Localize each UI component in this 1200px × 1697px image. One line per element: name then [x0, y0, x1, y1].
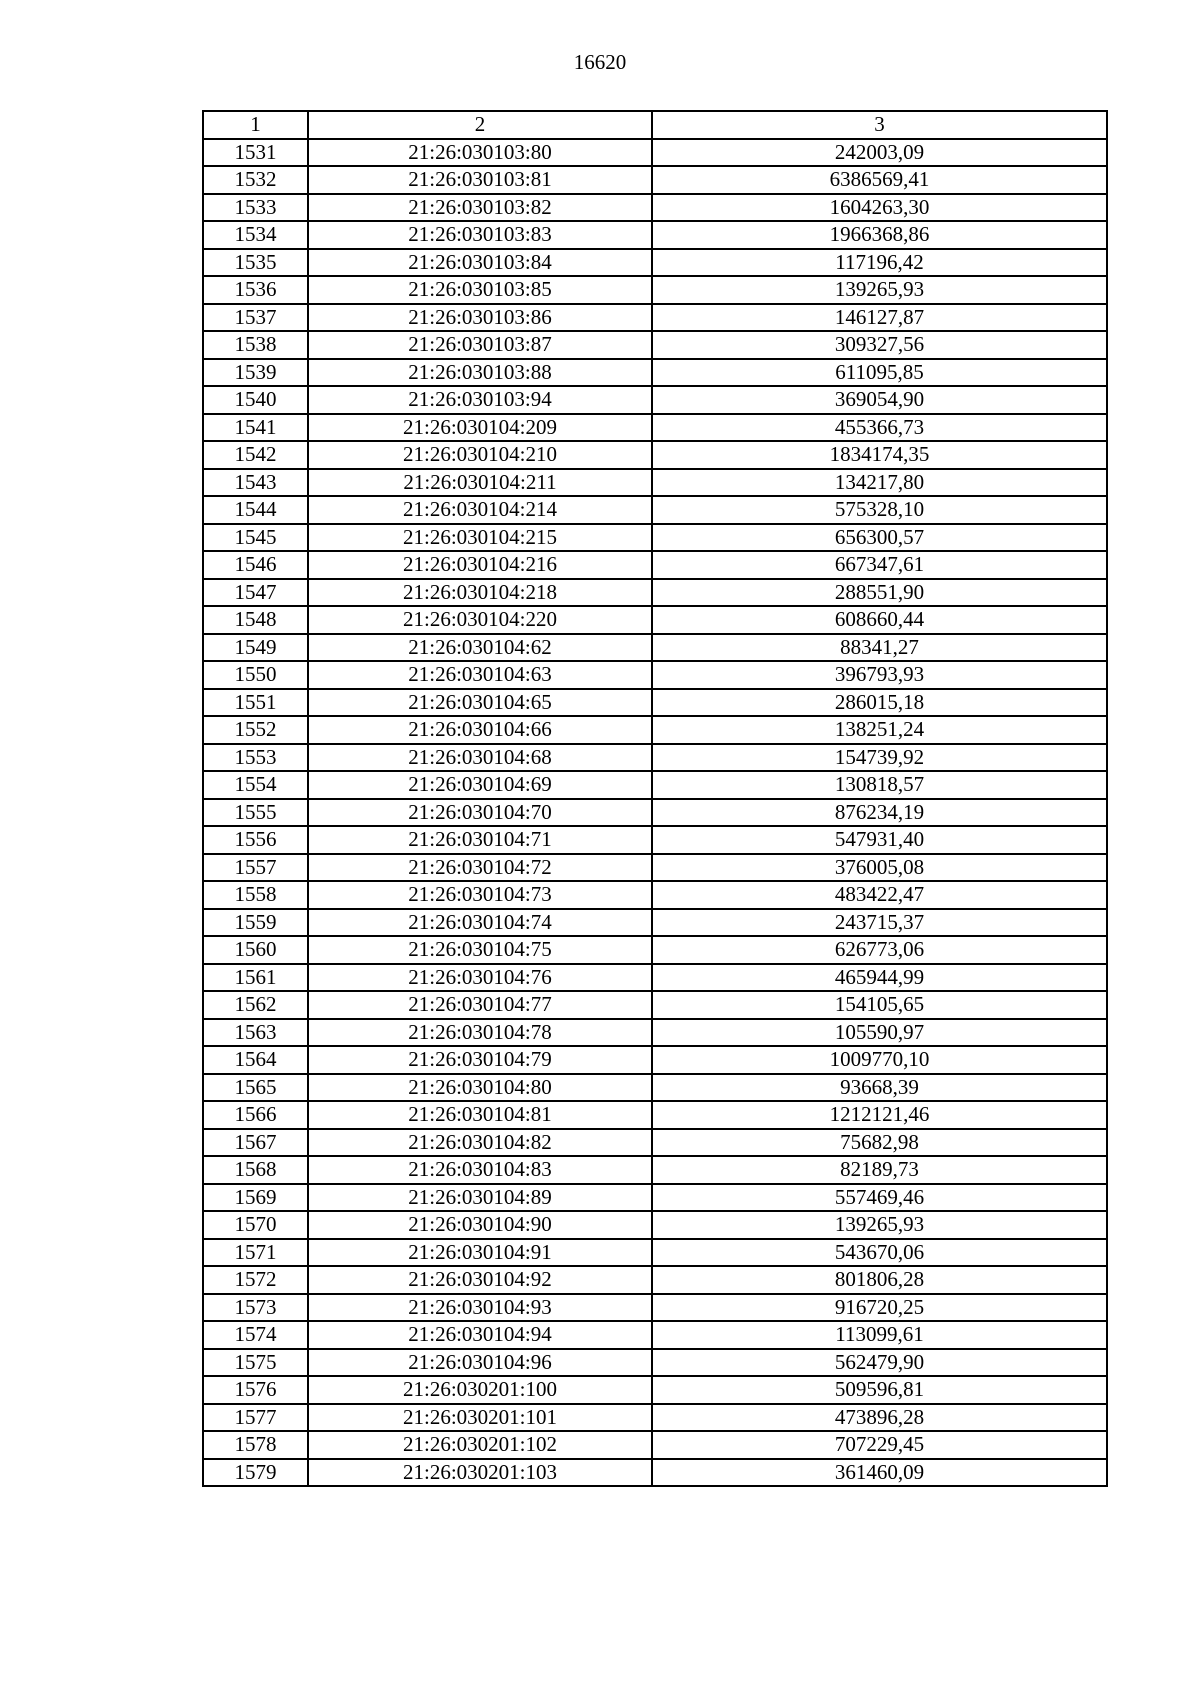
value-cell: 138251,24: [652, 716, 1107, 744]
table-row: [203, 331, 1107, 359]
cadastral-number-cell: 21:26:030103:88: [308, 359, 652, 387]
table-row: [203, 1404, 1107, 1432]
value-cell: 547931,40: [652, 826, 1107, 854]
cadastral-number-cell: 21:26:030103:83: [308, 221, 652, 249]
table-row: [203, 826, 1107, 854]
table-row: [203, 386, 1107, 414]
table-row: [203, 771, 1107, 799]
value-cell: 557469,46: [652, 1184, 1107, 1212]
table-row: [203, 1459, 1107, 1487]
cadastral-number-cell: 21:26:030104:75: [308, 936, 652, 964]
value-cell: 154739,92: [652, 744, 1107, 772]
row-number-cell: 1541: [203, 414, 308, 442]
table-row: [203, 1239, 1107, 1267]
row-number-cell: 1556: [203, 826, 308, 854]
value-cell: 117196,42: [652, 249, 1107, 277]
cadastral-number-cell: 21:26:030104:211: [308, 469, 652, 497]
cadastral-number-cell: 21:26:030104:74: [308, 909, 652, 937]
value-cell: 465944,99: [652, 964, 1107, 992]
cadastral-number-cell: 21:26:030104:216: [308, 551, 652, 579]
cadastral-number-cell: 21:26:030104:79: [308, 1046, 652, 1074]
column-header-3: 3: [652, 111, 1107, 139]
cadastral-number-cell: 21:26:030104:82: [308, 1129, 652, 1157]
cadastral-number-cell: 21:26:030104:81: [308, 1101, 652, 1129]
table-row: [203, 799, 1107, 827]
table-row: [203, 689, 1107, 717]
cadastral-number-cell: 21:26:030104:66: [308, 716, 652, 744]
table-row: [203, 854, 1107, 882]
row-number-cell: 1559: [203, 909, 308, 937]
cadastral-number-cell: 21:26:030104:210: [308, 441, 652, 469]
value-cell: 608660,44: [652, 606, 1107, 634]
row-number-cell: 1535: [203, 249, 308, 277]
value-cell: 707229,45: [652, 1431, 1107, 1459]
value-cell: 543670,06: [652, 1239, 1107, 1267]
row-number-cell: 1540: [203, 386, 308, 414]
table-row: [203, 1294, 1107, 1322]
row-number-cell: 1554: [203, 771, 308, 799]
value-cell: 509596,81: [652, 1376, 1107, 1404]
row-number-cell: 1561: [203, 964, 308, 992]
row-number-cell: 1568: [203, 1156, 308, 1184]
table-row: [203, 661, 1107, 689]
row-number-cell: 1544: [203, 496, 308, 524]
row-number-cell: 1575: [203, 1349, 308, 1377]
value-cell: 376005,08: [652, 854, 1107, 882]
value-cell: 146127,87: [652, 304, 1107, 332]
row-number-cell: 1546: [203, 551, 308, 579]
value-cell: 286015,18: [652, 689, 1107, 717]
table-row: [203, 1184, 1107, 1212]
table-row: [203, 964, 1107, 992]
table-row: [203, 606, 1107, 634]
cadastral-number-cell: 21:26:030201:103: [308, 1459, 652, 1487]
row-number-cell: 1539: [203, 359, 308, 387]
cadastral-number-cell: 21:26:030104:215: [308, 524, 652, 552]
value-cell: 139265,93: [652, 276, 1107, 304]
value-cell: 473896,28: [652, 1404, 1107, 1432]
cadastral-number-cell: 21:26:030104:73: [308, 881, 652, 909]
table-row: [203, 551, 1107, 579]
cadastral-number-cell: 21:26:030103:82: [308, 194, 652, 222]
value-cell: 130818,57: [652, 771, 1107, 799]
row-number-cell: 1549: [203, 634, 308, 662]
table-row: [203, 194, 1107, 222]
row-number-cell: 1537: [203, 304, 308, 332]
row-number-cell: 1566: [203, 1101, 308, 1129]
row-number-cell: 1533: [203, 194, 308, 222]
cadastral-number-cell: 21:26:030104:91: [308, 1239, 652, 1267]
cadastral-number-cell: 21:26:030104:76: [308, 964, 652, 992]
value-cell: 134217,80: [652, 469, 1107, 497]
table-row: [203, 524, 1107, 552]
table-row: [203, 441, 1107, 469]
value-cell: 656300,57: [652, 524, 1107, 552]
table-row: [203, 991, 1107, 1019]
cadastral-number-cell: 21:26:030104:70: [308, 799, 652, 827]
table-body: [203, 139, 1107, 1487]
row-number-cell: 1570: [203, 1211, 308, 1239]
cadastral-number-cell: 21:26:030104:89: [308, 1184, 652, 1212]
cadastral-number-cell: 21:26:030104:77: [308, 991, 652, 1019]
row-number-cell: 1571: [203, 1239, 308, 1267]
cadastral-number-cell: 21:26:030104:62: [308, 634, 652, 662]
row-number-cell: 1574: [203, 1321, 308, 1349]
row-number-cell: 1552: [203, 716, 308, 744]
row-number-cell: 1536: [203, 276, 308, 304]
value-cell: 88341,27: [652, 634, 1107, 662]
row-number-cell: 1562: [203, 991, 308, 1019]
column-header-2: 2: [308, 111, 652, 139]
table-row: [203, 304, 1107, 332]
table-row: [203, 166, 1107, 194]
value-cell: 309327,56: [652, 331, 1107, 359]
row-number-cell: 1558: [203, 881, 308, 909]
value-cell: 82189,73: [652, 1156, 1107, 1184]
table-row: [203, 1074, 1107, 1102]
table-row: [203, 414, 1107, 442]
cadastral-number-cell: 21:26:030104:63: [308, 661, 652, 689]
cadastral-number-cell: 21:26:030104:92: [308, 1266, 652, 1294]
cadastral-number-cell: 21:26:030104:65: [308, 689, 652, 717]
table-row: [203, 909, 1107, 937]
table-row: [203, 1431, 1107, 1459]
value-cell: 6386569,41: [652, 166, 1107, 194]
table-row: [203, 1349, 1107, 1377]
value-cell: 626773,06: [652, 936, 1107, 964]
value-cell: 105590,97: [652, 1019, 1107, 1047]
cadastral-number-cell: 21:26:030103:94: [308, 386, 652, 414]
value-cell: 876234,19: [652, 799, 1107, 827]
value-cell: 369054,90: [652, 386, 1107, 414]
value-cell: 1834174,35: [652, 441, 1107, 469]
table-row: [203, 469, 1107, 497]
row-number-cell: 1560: [203, 936, 308, 964]
data-table: [202, 110, 1108, 1487]
row-number-cell: 1564: [203, 1046, 308, 1074]
table-row: [203, 221, 1107, 249]
value-cell: 396793,93: [652, 661, 1107, 689]
table-row: [203, 1046, 1107, 1074]
row-number-cell: 1567: [203, 1129, 308, 1157]
cadastral-number-cell: 21:26:030103:84: [308, 249, 652, 277]
table-row: [203, 1376, 1107, 1404]
row-number-cell: 1534: [203, 221, 308, 249]
row-number-cell: 1563: [203, 1019, 308, 1047]
row-number-cell: 1551: [203, 689, 308, 717]
cadastral-number-cell: 21:26:030104:72: [308, 854, 652, 882]
table-row: [203, 744, 1107, 772]
value-cell: 667347,61: [652, 551, 1107, 579]
row-number-cell: 1532: [203, 166, 308, 194]
cadastral-number-cell: 21:26:030103:80: [308, 139, 652, 167]
row-number-cell: 1565: [203, 1074, 308, 1102]
cadastral-number-cell: 21:26:030104:78: [308, 1019, 652, 1047]
table-row: [203, 276, 1107, 304]
table-row: [203, 936, 1107, 964]
row-number-cell: 1542: [203, 441, 308, 469]
cadastral-number-cell: 21:26:030104:209: [308, 414, 652, 442]
value-cell: 455366,73: [652, 414, 1107, 442]
row-number-cell: 1578: [203, 1431, 308, 1459]
cadastral-number-cell: 21:26:030104:80: [308, 1074, 652, 1102]
cadastral-number-cell: 21:26:030103:81: [308, 166, 652, 194]
row-number-cell: 1579: [203, 1459, 308, 1487]
value-cell: 611095,85: [652, 359, 1107, 387]
cadastral-number-cell: 21:26:030104:83: [308, 1156, 652, 1184]
value-cell: 562479,90: [652, 1349, 1107, 1377]
row-number-cell: 1545: [203, 524, 308, 552]
value-cell: 139265,93: [652, 1211, 1107, 1239]
value-cell: 1212121,46: [652, 1101, 1107, 1129]
cadastral-number-cell: 21:26:030103:86: [308, 304, 652, 332]
table-row: [203, 1101, 1107, 1129]
column-header-1: 1: [203, 111, 308, 139]
row-number-cell: 1548: [203, 606, 308, 634]
cadastral-number-cell: 21:26:030104:93: [308, 1294, 652, 1322]
cadastral-number-cell: 21:26:030104:220: [308, 606, 652, 634]
row-number-cell: 1550: [203, 661, 308, 689]
cadastral-number-cell: 21:26:030104:214: [308, 496, 652, 524]
table-row: [203, 1129, 1107, 1157]
cadastral-number-cell: 21:26:030104:90: [308, 1211, 652, 1239]
row-number-cell: 1576: [203, 1376, 308, 1404]
value-cell: 243715,37: [652, 909, 1107, 937]
value-cell: 575328,10: [652, 496, 1107, 524]
row-number-cell: 1531: [203, 139, 308, 167]
table-row: [203, 1211, 1107, 1239]
value-cell: 154105,65: [652, 991, 1107, 1019]
table-row: [203, 1321, 1107, 1349]
cadastral-number-cell: 21:26:030201:100: [308, 1376, 652, 1404]
cadastral-number-cell: 21:26:030104:218: [308, 579, 652, 607]
cadastral-number-cell: 21:26:030103:87: [308, 331, 652, 359]
value-cell: 242003,09: [652, 139, 1107, 167]
cadastral-number-cell: 21:26:030103:85: [308, 276, 652, 304]
table-row: [203, 1019, 1107, 1047]
table-row: [203, 1156, 1107, 1184]
row-number-cell: 1555: [203, 799, 308, 827]
row-number-cell: 1553: [203, 744, 308, 772]
table-row: [203, 716, 1107, 744]
table-row: [203, 359, 1107, 387]
table-row: [203, 249, 1107, 277]
row-number-cell: 1577: [203, 1404, 308, 1432]
value-cell: 483422,47: [652, 881, 1107, 909]
row-number-cell: 1547: [203, 579, 308, 607]
row-number-cell: 1573: [203, 1294, 308, 1322]
table-row: [203, 579, 1107, 607]
row-number-cell: 1572: [203, 1266, 308, 1294]
table-row: [203, 496, 1107, 524]
cadastral-number-cell: 21:26:030104:71: [308, 826, 652, 854]
row-number-cell: 1543: [203, 469, 308, 497]
value-cell: 361460,09: [652, 1459, 1107, 1487]
value-cell: 75682,98: [652, 1129, 1107, 1157]
cadastral-number-cell: 21:26:030104:69: [308, 771, 652, 799]
page-number: 16620: [573, 50, 627, 74]
cadastral-number-cell: 21:26:030104:68: [308, 744, 652, 772]
value-cell: 93668,39: [652, 1074, 1107, 1102]
table-row: [203, 139, 1107, 167]
header-row: [203, 111, 1107, 139]
table-row: [203, 881, 1107, 909]
value-cell: 288551,90: [652, 579, 1107, 607]
value-cell: 113099,61: [652, 1321, 1107, 1349]
row-number-cell: 1569: [203, 1184, 308, 1212]
value-cell: 801806,28: [652, 1266, 1107, 1294]
table-row: [203, 1266, 1107, 1294]
value-cell: 916720,25: [652, 1294, 1107, 1322]
table-row: [203, 634, 1107, 662]
value-cell: 1966368,86: [652, 221, 1107, 249]
table-header: [203, 111, 1107, 139]
row-number-cell: 1538: [203, 331, 308, 359]
cadastral-number-cell: 21:26:030104:94: [308, 1321, 652, 1349]
row-number-cell: 1557: [203, 854, 308, 882]
value-cell: 1009770,10: [652, 1046, 1107, 1074]
cadastral-number-cell: 21:26:030104:96: [308, 1349, 652, 1377]
value-cell: 1604263,30: [652, 194, 1107, 222]
cadastral-number-cell: 21:26:030201:101: [308, 1404, 652, 1432]
cadastral-number-cell: 21:26:030201:102: [308, 1431, 652, 1459]
